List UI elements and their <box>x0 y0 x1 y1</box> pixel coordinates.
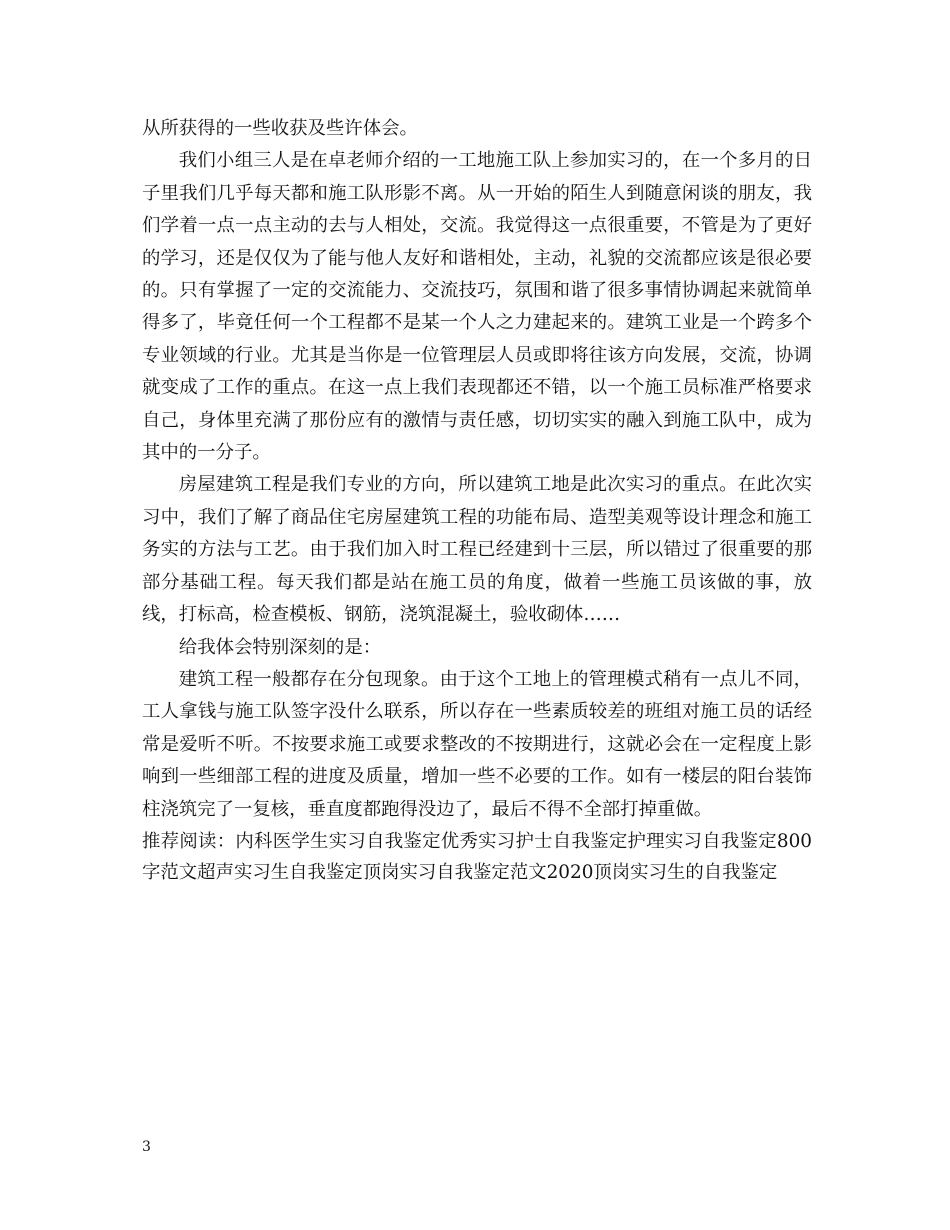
paragraph-teamwork: 我们小组三人是在卓老师介绍的一工地施工队上参加实习的，在一个多月的日子里我们几乎每天都和施工队形影不离。从一开始的陌生人到随意闲谈的朋友，我们学着一点一点主动的去与人相处，交流。我觉得这一点很重要，不管是为了更好的学习，还是仅仅为了能与他人友好和谐相处，主动，礼貌的交流都应该是很必要的。只有掌握了一定的交流能力、交流技巧，氛围和谐了很多事情协调起来就简单得多了，毕竟任何一个工程都不是某一个人之力建起来的。建筑工业是一个跨多个专业领域的行业。尤其是当你是一位管理层人员或即将往该方向发展，交流，协调就变成了工作的重点。在这一点上我们表现都还不错，以一个施工员标准严格要求自己，身体里充满了那份应有的激情与责任感，切切实实的融入到施工队中，成为其中的一分子。 <box>142 150 812 464</box>
document-body <box>142 113 812 888</box>
paragraph-continuation: 从所获得的一些收获及些许体会。 <box>142 118 418 139</box>
paragraph-construction-focus: 房屋建筑工程是我们专业的方向，所以建筑工地是此次实习的重点。在此次实习中，我们了解了商品住宅房屋建筑工程的功能布局、造型美观等设计理念和施工务实的方法与工艺。由于我们加入时工程已经建到十三层，所以错过了很重要的那部分基础工程。每天我们都是站在施工员的角度，做着一些施工员该做的事，放线，打标高，检查模板、钢筋，浇筑混凝土，验收砌体…… <box>142 474 812 626</box>
paragraph-impression-heading: 给我体会特别深刻的是： <box>178 636 382 658</box>
recommended-reading: 推荐阅读：内科医学生实习自我鉴定优秀实习护士自我鉴定护理实习自我鉴定800字范文超声实习生自我鉴定顶岗实习自我鉴定范文2020顶岗实习生的自我鉴定 <box>142 830 812 883</box>
paragraph-subcontracting: 建筑工程一般都存在分包现象。由于这个工地上的管理模式稍有一点儿不同，工人拿钱与施工队签字没什么联系，所以存在一些素质较差的班组对施工员的话经常是爱听不听。不按要求施工或要求整改的不按期进行，这就必会在一定程度上影响到一些细部工程的进度及质量，增加一些不必要的工作。如有一楼层的阳台装饰柱浇筑完了一复核，垂直度都跑得没边了，最后不得不全部打掉重做。 <box>142 668 812 820</box>
page-number: 3 <box>142 1139 151 1155</box>
